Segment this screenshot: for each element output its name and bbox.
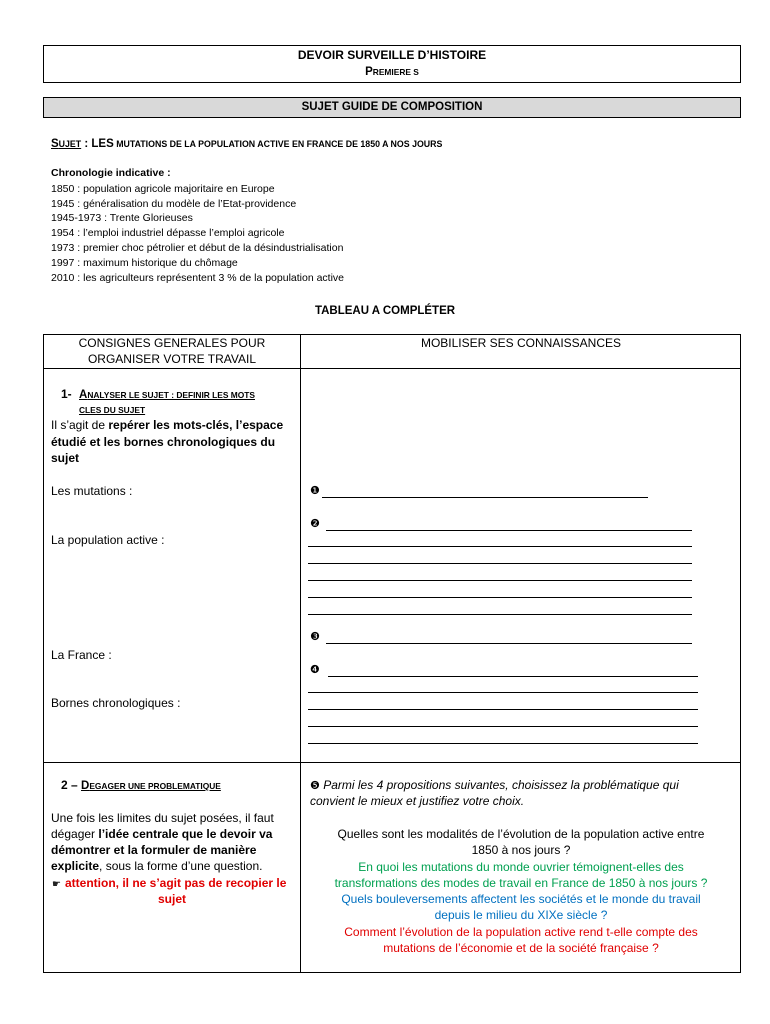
step1-title: CLES DU SUJET: [79, 405, 146, 415]
table-header-left-line: CONSIGNES GENERALES POUR: [78, 336, 266, 350]
answer-line: [322, 497, 648, 498]
pointing-hand-icon: [52, 879, 61, 890]
answer-line: [308, 597, 692, 598]
step2-body-line: [51, 826, 272, 842]
chronology-item: 1954 : l’emploi industriel dépasse l’emploi agricole: [51, 227, 285, 239]
step1-instruction-line: [51, 417, 283, 433]
question-prompt: Parmi les 4 propositions suivantes, choisissez la problématique qui: [323, 778, 679, 792]
table-header-right: MOBILISER SES CONNAISSANCES: [420, 336, 622, 350]
step1-instruction-line: sujet: [51, 451, 80, 465]
label-mutations: Les mutations :: [51, 484, 133, 498]
answer-line: [308, 580, 692, 581]
answer-line: [308, 709, 698, 710]
step2-number: 2 –: [61, 778, 82, 792]
table-row-divider: [43, 368, 741, 369]
answer-line: [308, 726, 698, 727]
warning-icon-wrap: [52, 875, 61, 891]
step1-instruction-plain: Il s’agit de: [51, 418, 109, 432]
step1-title-line: [79, 386, 255, 402]
label-france: La France :: [51, 648, 112, 662]
option-3-line: depuis le milieu du XIXe siècle ?: [434, 908, 608, 922]
answer-line: [308, 743, 698, 744]
step1-instruction-bold: repérer les mots-clés, l’espace: [108, 418, 284, 432]
answer-marker-5: ❺: [310, 779, 320, 792]
banner-title: SUJET GUIDE DE COMPOSITION: [301, 101, 483, 113]
step2-body-bold: l’idée centrale que le devoir va: [98, 827, 273, 841]
step2-title-line: [61, 777, 221, 793]
chronology-item: 1850 : population agricole majoritaire en Europe: [51, 183, 275, 195]
step1-instruction-line: étudié et les bornes chronologiques du: [51, 435, 276, 449]
option-4-line: mutations de l’économie et de la société française ?: [383, 941, 659, 955]
label-population-active: La population active :: [51, 533, 165, 547]
answer-line: [308, 546, 692, 547]
option-1-line: Quelles sont les modalités de l’évolution de la population active entre: [337, 827, 705, 841]
class-name-row: [43, 63, 741, 79]
step1-title: ANALYSER LE SUJET : DEFINIR LES MOTS: [79, 389, 255, 401]
option-4-line: Comment l’évolution de la population active rend t-elle compte des: [344, 925, 698, 939]
class-name: PREMIERE S: [365, 66, 419, 78]
table-header-left-line: ORGANISER VOTRE TRAVAIL: [87, 352, 257, 366]
answer-marker-4: ❹: [310, 663, 320, 676]
answer-marker-1: ❶: [310, 484, 320, 497]
label-bornes-chronologiques: Bornes chronologiques :: [51, 696, 181, 710]
option-2-line: transformations des modes de travail en France de 1850 à nos jours ?: [334, 876, 708, 890]
step2-body-plain: , sous la forme d’une question.: [99, 859, 263, 873]
answer-line: [328, 676, 698, 677]
subject-line: [51, 135, 442, 151]
warning-text: sujet: [157, 892, 186, 906]
warning-text: attention, il ne s’agit pas de recopier le: [65, 876, 287, 890]
chronology-title: Chronologie indicative :: [51, 167, 171, 179]
chronology-item: 1973 : premier choc pétrolier et début de la désindustrialisation: [51, 242, 344, 254]
chronology-item: 1945 : généralisation du modèle de l’Etat-providence: [51, 198, 297, 210]
step2-body-line: Une fois les limites du sujet posées, il faut: [51, 811, 274, 825]
question-prompt-line: [310, 777, 679, 793]
table-row-divider: [43, 762, 741, 763]
option-2-line: En quoi les mutations du monde ouvrier témoignent-elles des: [358, 860, 684, 874]
subject-lead: : LES: [81, 138, 114, 150]
step2-body-line: démontrer et la formuler de manière: [51, 843, 257, 857]
step2-body-line: [51, 858, 262, 874]
step1-title-line: [79, 401, 145, 417]
step1-number: 1-: [61, 387, 72, 401]
answer-line: [326, 643, 692, 644]
option-1-line: 1850 à nos jours ?: [471, 843, 571, 857]
answer-marker-3: ❸: [310, 630, 320, 643]
step2-body-plain: dégager: [51, 827, 99, 841]
chronology-item: 1945-1973 : Trente Glorieuses: [51, 212, 193, 224]
document-title: DEVOIR SURVEILLE D’HISTOIRE: [297, 48, 487, 62]
table-title: TABLEAU A COMPLÉTER: [314, 305, 456, 317]
chronology-item: 1997 : maximum historique du chômage: [51, 257, 238, 269]
chronology-item: 2010 : les agriculteurs représentent 3 % de la population active: [51, 272, 345, 284]
step2-body-bold: explicite: [51, 859, 100, 873]
answer-line: [308, 614, 692, 615]
subject-label: SUJET: [51, 138, 82, 150]
option-3-line: Quels bouleversements affectent les sociétés et le monde du travail: [341, 892, 701, 906]
answer-marker-2: ❷: [310, 517, 320, 530]
answer-line: [326, 530, 692, 531]
subject-text: MUTATIONS DE LA POPULATION ACTIVE EN FRANCE DE 1850 A NOS JOURS: [113, 139, 443, 149]
question-prompt: convient le mieux et justifiez votre choix.: [310, 794, 525, 808]
answer-line: [308, 563, 692, 564]
answer-line: [308, 692, 698, 693]
step2-title: DEGAGER UNE PROBLEMATIQUE: [81, 780, 221, 792]
